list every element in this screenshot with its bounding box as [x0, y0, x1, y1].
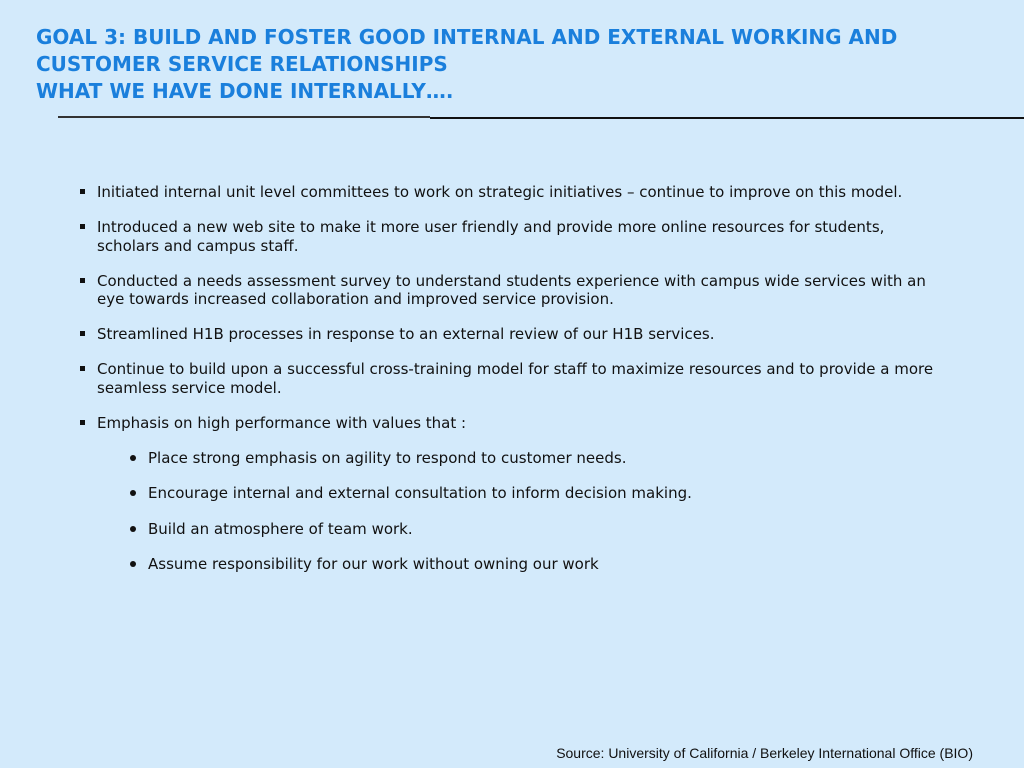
bullet-text: Emphasis on high performance with values that :: [97, 413, 467, 432]
bullet-item: [78, 414, 948, 433]
square-bullet-icon: [80, 189, 85, 194]
title-line-3: WHAT WE HAVE DONE INTERNALLY….: [36, 79, 454, 103]
bullet-item: [78, 272, 948, 309]
bullet-text: Initiated internal unit level committees to work on strategic initiatives – continue to improve on this model.: [97, 183, 903, 201]
round-bullet-icon: [130, 455, 136, 461]
square-bullet-icon: [80, 224, 85, 229]
square-bullet-icon: [80, 420, 85, 425]
round-bullet-icon: [130, 526, 136, 532]
title-divider-left: [58, 116, 430, 118]
slide-body: [78, 183, 948, 591]
sub-bullet-text: Assume responsibility for our work without owning our work: [148, 555, 599, 573]
bullet-item: [78, 325, 948, 344]
title-divider-right: [430, 117, 1024, 119]
bullet-item: [78, 360, 948, 397]
title-line-1: GOAL 3: BUILD AND FOSTER GOOD INTERNAL AND EXTERNAL WORKING AND: [36, 25, 898, 49]
sub-bullet-text: Build an atmosphere of team work.: [148, 519, 413, 538]
bullet-text: Conducted a needs assessment survey to understand students experience with campus wide services with an eye towards increased collaboration and improved service provision.: [97, 271, 926, 308]
round-bullet-icon: [130, 561, 136, 567]
bullet-text: Continue to build upon a successful cross-training model for staff to maximize resources and to provide a more seamless service model.: [97, 360, 934, 397]
bullet-text: Streamlined H1B processes in response to an external review of our H1B services.: [97, 325, 715, 343]
bullet-item: [78, 183, 948, 202]
sub-bullet-text: Encourage internal and external consultation to inform decision making.: [148, 484, 692, 502]
square-bullet-icon: [80, 366, 85, 371]
slide-title: [36, 24, 996, 105]
bullet-item: [78, 218, 948, 255]
bullet-text: Introduced a new web site to make it more user friendly and provide more online resources for students, scholars and campus staff.: [97, 218, 885, 255]
round-bullet-icon: [130, 490, 136, 496]
sub-bullet-item: [78, 555, 948, 574]
square-bullet-icon: [80, 331, 85, 336]
sub-bullet-item: [78, 484, 948, 503]
source-footnote: Source: University of California / Berkeley International Office (BIO): [556, 745, 973, 761]
sub-bullet-item: [78, 449, 948, 468]
sub-bullet-item: [78, 520, 948, 539]
sub-bullet-text: Place strong emphasis on agility to respond to customer needs.: [148, 448, 627, 467]
title-line-2: CUSTOMER SERVICE RELATIONSHIPS: [36, 52, 448, 76]
square-bullet-icon: [80, 278, 85, 283]
